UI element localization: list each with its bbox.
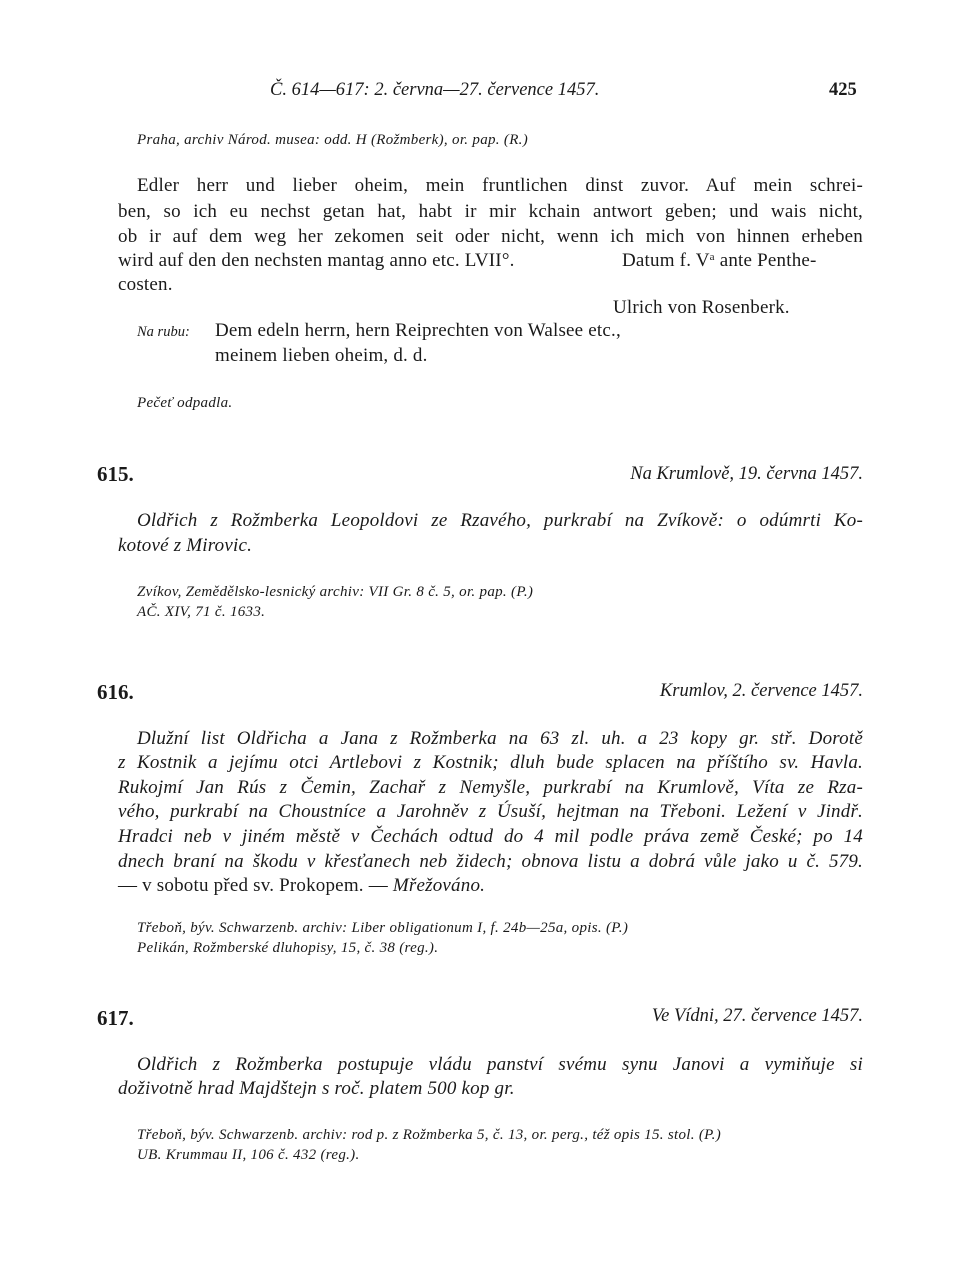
document-source: Třeboň, býv. Schwarzenb. archiv: Liber obligationum I, f. 24b—25a, opis. (P.) <box>137 920 629 936</box>
letter-text-line: costen. <box>118 274 173 295</box>
document-source: Zvíkov, Zemědělsko-lesnický archiv: VII Gr. 8 č. 5, or. pap. (P.) <box>137 584 534 600</box>
datum-line <box>622 250 817 272</box>
document-source: Třeboň, býv. Schwarzenb. archiv: rod p. z Rožmberka 5, č. 13, or. perg., též opis 15. stol. (P.) <box>137 1127 722 1143</box>
document-place-date: Krumlov, 2. července 1457. <box>659 681 863 701</box>
seal-note: Pečeť odpadla. <box>137 395 233 411</box>
letter-text-line: wird auf den den nechsten mantag anno etc. LVII°. <box>118 250 515 271</box>
document-source: AČ. XIV, 71 č. 1633. <box>137 604 266 620</box>
datum-superscript: a <box>709 251 715 263</box>
document-dating-line <box>118 875 485 897</box>
datum-text: Datum f. V <box>622 250 710 271</box>
dating-note: Mřežováno. <box>392 875 486 896</box>
address-line: Dem edeln herrn, hern Reiprechten von Walsee etc., <box>215 320 621 341</box>
datum-text-rest: ante Penthe- <box>714 250 817 271</box>
document-place-date: Na Krumlově, 19. června 1457. <box>630 464 863 484</box>
signature: Ulrich von Rosenberk. <box>613 297 790 318</box>
document-number: 617. <box>97 1006 134 1030</box>
address-label: Na rubu: <box>137 324 190 340</box>
document-place-date: Ve Vídni, 27. července 1457. <box>651 1006 863 1026</box>
document-summary-line: Dlužní list Oldřicha a Jana z Rožmberka na 63 zl. uh. a 23 kopy gr. stř. Dorotě <box>137 728 863 749</box>
document-summary-line: Oldřich z Rožmberka Leopoldovi ze Rzavého, purkrabí na Zvíkově: o odúmrti Ko- <box>137 510 863 531</box>
document-summary-line: Oldřich z Rožmberka postupuje vládu panství svému synu Janovi a vymiňuje si <box>137 1054 863 1075</box>
address-line: meinem lieben oheim, d. d. <box>215 345 428 366</box>
source-line: Praha, archiv Národ. musea: odd. H (Rožmberk), or. pap. (R.) <box>137 132 529 148</box>
document-number: 615. <box>97 462 134 486</box>
document-summary-line: vého, purkrabí na Choustníce a Jarohněv z Úsuší, hejtman na Třeboni. Ležení v Jindř. <box>118 801 863 822</box>
document-summary-line: dnech braní na škodu v křesťanech neb židech; obnova listu a dobrá vůle jako u č. 579. <box>118 851 863 872</box>
document-number: 616. <box>97 680 134 704</box>
document-summary-line: kotové z Mirovic. <box>118 535 253 556</box>
letter-text-line: ob ir auf dem weg her zekomen seit oder nicht, wenn ich mich von hinnen erheben <box>118 226 863 247</box>
document-summary-line: Rukojmí Jan Rús z Čemin, Zachař z Nemyšle, purkrabí na Krumlově, Víta ze Rza- <box>118 777 863 798</box>
document-source: Pelikán, Rožmberské dluhopisy, 15, č. 38 (reg.). <box>137 940 439 956</box>
running-header-title: Č. 614—617: 2. června—27. července 1457. <box>270 80 600 100</box>
page-number: 425 <box>829 80 857 100</box>
document-summary-line: Hradci neb v jiném městě v Čechách odtud do 4 mil podle práva země České; po 14 <box>118 826 863 847</box>
letter-text-line: Edler herr und lieber oheim, mein fruntlichen dinst zuvor. Auf mein schrei- <box>137 175 863 196</box>
letter-text-line: ben, so ich eu nechst getan hat, habt ir mir kchain antwort geben; und wais nicht, <box>118 201 863 222</box>
document-summary-line: doživotně hrad Majdštejn s roč. platem 500 kop gr. <box>118 1078 515 1099</box>
document-summary-line: z Kostnik a jejímu otci Artlebovi z Kostnik; dluh bude splacen na příštího sv. Havla. <box>118 752 863 773</box>
document-source: UB. Krummau II, 106 č. 432 (reg.). <box>137 1147 360 1163</box>
dating-text: — v sobotu před sv. Prokopem. — <box>118 875 393 896</box>
